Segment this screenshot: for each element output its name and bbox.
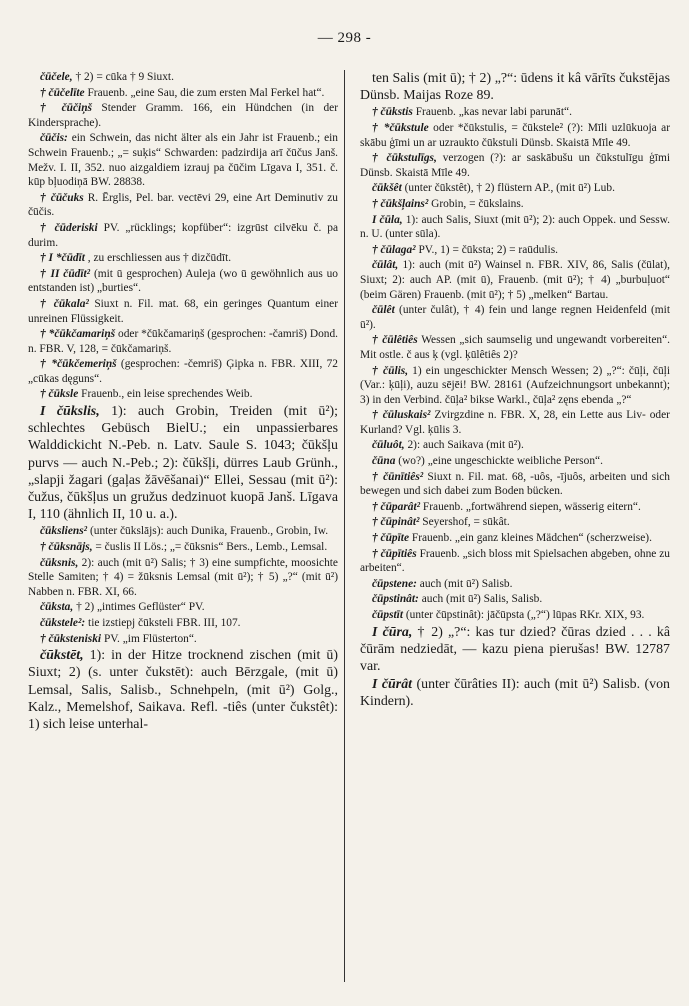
entry-headword: † čūčelīte [40,86,85,99]
dictionary-entry [28,251,338,266]
dictionary-entry [360,624,670,676]
entry-headword: I čūra, [372,624,413,640]
entry-headword: † čūčiņš [40,102,92,115]
entry-definition: Frauenb. „kas nevar labi parunāt“. [415,106,572,119]
dictionary-entry [28,221,338,250]
entry-headword: † čūlaga² [372,243,416,256]
entry-definition: † 2) = cūka † 9 Siuxt. [75,71,174,83]
dictionary-entry [360,105,670,120]
dictionary-entry [28,86,338,101]
entry-headword: čūksnis, [40,556,79,569]
entry-definition: 2): auch (mit ū²) Salis; † 3) eine sumpfichte, moosichte Stelle Samiten; † 4) = žūksnis Lemsal (mit ū²); † 5) „?“ (mit ū²) Nabben n. FBR. XI, 66. [28,556,338,598]
entry-headword: † II čūdīt² [40,267,91,280]
entry-headword: † čūčuks [40,191,84,204]
dictionary-entry [28,101,338,130]
entry-headword: čūksta, [40,601,74,614]
entry-definition: Frauenb. „sich bloss mit Spielsachen abgeben, ohne zu arbeiten“. [360,547,670,575]
entry-headword: čūkstele²: [40,617,86,630]
column-divider [344,70,345,982]
entry-definition: Grobin, = čūkslains. [431,197,524,210]
entry-headword: † *čūkčemeriņš [40,358,117,371]
entry-headword: † čūderiski [40,221,98,234]
dictionary-entry [28,70,338,85]
dictionary-entry [360,438,670,453]
entry-headword: † čūpinât² [372,516,420,529]
entry-definition: PV. „im Flüsterton“. [103,632,197,645]
dictionary-entry [360,592,670,607]
entry-definition: (wo?) „eine ungeschickte weibliche Person“. [398,455,603,468]
entry-definition: PV. „rücklings; kopfüber“: izgrūst cilvēku č. pa durim. [28,221,338,249]
entry-headword: † čūparât² [372,500,421,513]
dictionary-entry [360,608,670,623]
dictionary-entry [360,470,670,499]
entry-definition: 1): auch (mit ū²) Wainsel n. FBR. XIV, 86, Salis (čūlat), Siuxt; 2): auch AP. (mit ū), Frauenb. (mit ū²); † 4) „burbuļuot“ (beim Gären) Frauenb. (mit ū²); † 5) „melken“ Bartau. [360,259,670,301]
entry-headword: čūpstinât: [372,593,419,606]
dictionary-entry [28,191,338,220]
entry-definition: tie izstiepj čūksteli FBR. III, 107. [88,617,241,630]
entry-headword: čūkstēt, [40,648,84,664]
entry-definition: Frauenb. „fortwährend siepen, wässerig eitern“. [422,500,641,513]
entry-headword: čūlêt [372,304,395,317]
entry-headword: † čūluskais² [372,409,431,422]
entry-definition: 1): auch Salis, Siuxt (mit ū²); 2): auch Oppek. und Sessw. n. U. (unter sūla). [360,213,670,241]
dictionary-entry [360,408,670,437]
entry-headword: † I *čūdīt [40,252,85,265]
entry-headword: † čūlis, [372,364,409,377]
entry-definition: (unter čūrâties II): auch (mit ū²) Salisb. (von Kindern). [360,677,670,710]
entry-headword: I čūrât [372,677,412,693]
dictionary-entry [360,197,670,212]
entry-headword: čūčele, [40,71,73,83]
entry-headword: čūčis: [40,132,68,145]
entry-definition: oder *čūkčamariņš (gesprochen: -čamriš) Dond. n. FBR. V, 128, = čūkčamariņš. [28,328,338,355]
entry-definition: Zvirgzdine n. FBR. X, 28, ein Lette aus Liv- oder Kurland? Vgl. ķūlis 3. [360,409,670,436]
dictionary-entry [28,540,338,555]
dictionary-entry [28,357,338,386]
dictionary-entry [28,632,338,647]
dictionary-entry [360,531,670,546]
entry-definition: PV., 1) = čūksta; 2) = raūdulis. [418,243,558,256]
page-number: — 298 - [317,30,372,46]
entry-headword: † čūksle [40,388,79,401]
dictionary-entry [28,297,338,326]
entry-definition: † 2) „?“: kas tur dzied? čūras dzied . . . kâ čūrām nedziedāt, — kazu piena pierušas! BW. 12787 var. [360,624,670,674]
entry-definition: ten Salis (mit ū); † 2) „?“: ūdens it kâ vārīts čukstējas Dünsb. Maijas Roze 89. [360,71,670,104]
entry-headword: † čūkšļains² [372,197,429,210]
entry-definition: † 2) „intimes Geflüster“ PV. [76,601,205,614]
entry-definition: R. Ērglis, Pel. bar. vectēvi 29, eine Art Deminutiv zu čūčis. [28,191,339,219]
dictionary-entry [28,387,338,402]
entry-definition: verzogen (?): ar saskābušu un čūkstulīgu ģīmi Dünsb. Skaistā Mīle 49. [360,152,670,179]
entry-definition: Siuxt n. Fil. mat. 68, -uôs, -ījuôs, arbeiten und sich bewegen und sich dabei zum Boden bücken. [360,470,670,498]
entry-definition: auch (mit ū²) Salisb. [419,577,513,590]
entry-definition: (unter čūkslājs): auch Dunika, Frauenb., Grobin, Iw. [89,525,329,538]
entry-headword: † čūksnājs, [40,541,93,554]
dictionary-entry [360,676,670,710]
entry-definition: (unter čūpstinât): jāčūpsta („?“) lūpas RKr. XIX, 93. [405,609,645,621]
entry-definition: Siuxt n. Fil. mat. 68, ein geringes Quantum einer unreinen Flüssigkeit. [28,297,338,325]
dictionary-entry [28,556,338,600]
entry-headword: I čūla, [372,213,403,226]
entry-headword: † čūpītiês [372,547,417,560]
entry-headword: † čūkstis [372,106,413,119]
dictionary-entry [360,258,670,302]
dictionary-entry [28,267,338,296]
entry-headword: I čūkslis, [40,404,100,420]
dictionary-entry [360,515,670,530]
entry-definition: Frauenb. „eine Sau, die zum ersten Mal Ferkel hat“. [87,86,325,99]
dictionary-entry [28,403,338,523]
entry-headword: † *čūkčamariņš [40,328,116,341]
dictionary-entry [360,121,670,150]
entry-definition: Seyershof, = sūkât. [422,516,510,529]
dictionary-entry [28,524,338,539]
entry-definition: Frauenb. „ein ganz kleines Mädchen“ (scherzweise). [411,532,652,545]
entry-definition: Stender Gramm. 166, ein Hündchen (in der Kindersprache). [28,102,338,129]
dictionary-entry [360,454,670,469]
entry-definition: (unter čūkstêt), † 2) flüstern AP., (mit ū²) Lub. [404,182,615,195]
dictionary-entry [28,327,338,356]
entry-definition: ein Schwein, das nicht älter als ein Jahr ist Frauenb.; ein Schwein Frauenb.; „= suķis“ Schwarden: padzirdija arī čūčus Janš. Mežv. I. II, 352. nuo aizgaldiem izrauj pa čūčim Līgava I, 351. č. kūp bļuodiņā BW. 28838. [28,132,338,189]
entry-headword: čūna [372,455,396,468]
dictionary-entry [28,647,338,733]
entry-headword: čūpstīt [372,609,404,621]
dictionary-entry [360,303,670,332]
entry-definition: (gesprochen: -čemriš) Ģipka n. FBR. XIII, 72 „cūkas dęguns“. [28,358,339,385]
entry-headword: † čūkstulīgs, [372,152,437,165]
entry-headword: † čūlêtiês [372,334,418,347]
entry-definition: 2): auch Saikava (mit ū²). [407,439,524,452]
entry-headword: † *čūkstule [372,122,429,134]
entry-definition: oder *čūkstulis, = čūkstele² (?): Mīli uzlūkuoja ar skābu ģīmi un ar uzraukto čūkstuli Dünsb. Skaistā Mīle 49. [360,122,670,149]
dictionary-entry [360,70,670,104]
right-column [360,70,670,712]
entry-definition: 1): auch Grobin, Treiden (mit ū²); schlechtes Gebüsch BielU.; ein unpassierbares Walddickicht N.-Peb. n. Latv. Saule S. 1043; čūkšļu purvs — auch N.-Peb.; 2): čūkšļi, dürres Laub Grünh., „slapji žagari (gaļas žāvēšanai)“ Ellei, Sessau (mit ū²): čužus, čūkšļus un gružus dedzinuot kuopā Janš. Līgava I, 110 (ähnlich II, 10 u. a.). [28,404,338,523]
entry-headword: čūlât, [372,259,399,272]
entry-definition: (unter čulât), † 4) fein und lange regnen Heidenfeld (mit ū²). [360,304,670,331]
dictionary-entry [360,500,670,515]
entry-headword: čūpstene: [372,577,417,590]
entry-headword: † čūkala² [40,297,89,310]
dictionary-entry [28,131,338,189]
entry-definition: = čuslis II Lös.; „= čūksnis“ Bers., Lemb., Lemsal. [95,541,328,554]
entry-definition: Frauenb., ein leise sprechendes Weib. [81,388,253,401]
dictionary-entry [360,181,670,196]
dictionary-entry [28,616,338,631]
dictionary-entry [360,364,670,408]
left-column [28,70,338,734]
dictionary-entry [360,547,670,576]
dictionary-entry [360,577,670,592]
dictionary-entry [28,600,338,615]
dictionary-entry [360,151,670,180]
entry-headword: čūluôt, [372,439,405,452]
entry-definition: , zu erschliessen aus † dizčūdīt. [87,252,232,265]
dictionary-entry [360,213,670,242]
dictionary-entry [360,333,670,362]
entry-headword: čūksliens² [40,525,88,538]
entry-definition: Wessen „sich saumselig und ungewandt vorbereiten“. Mit ostle. č aus ķ (vgl. ķūlêtiês 2)? [360,334,670,361]
entry-definition: (mit ū gesprochen) Auleja (wo ū gewöhnlich aus uo entstanden ist) „burties“. [28,267,338,295]
entry-headword: † čūpīte [372,532,410,545]
entry-definition: auch (mit ū²) Salis, Salisb. [421,593,543,606]
dictionary-entry [360,243,670,258]
entry-definition: 1) ein ungeschickter Mensch Wessen; 2) „?“: čūļi, čūļi (Var.: ķūļi), auzu sējēi! BW. 28161 (Aufzeichnungsort unbekannt); 3) in den Verbind. čūļa² bikse Warkl., čūļa² zęns ebenda „?“ [360,364,670,406]
entry-headword: † čūksteniski [40,632,102,645]
entry-headword: † čūnītiês² [372,470,424,483]
entry-headword: čūkšêt [372,182,402,195]
entry-definition: 1): in der Hitze trocknend zischen (mit ū) Siuxt; 2) (s. unter čukstēt): auch Bērzgale, (mit ū) Lemsal, Salis, Salisb., Schnehpeln, (mit ū²) Golg., Kalz., Memelshof, Saikava. Refl. -tiês (unter čukstêt): 1) sich leise unterhal- [28,648,338,733]
